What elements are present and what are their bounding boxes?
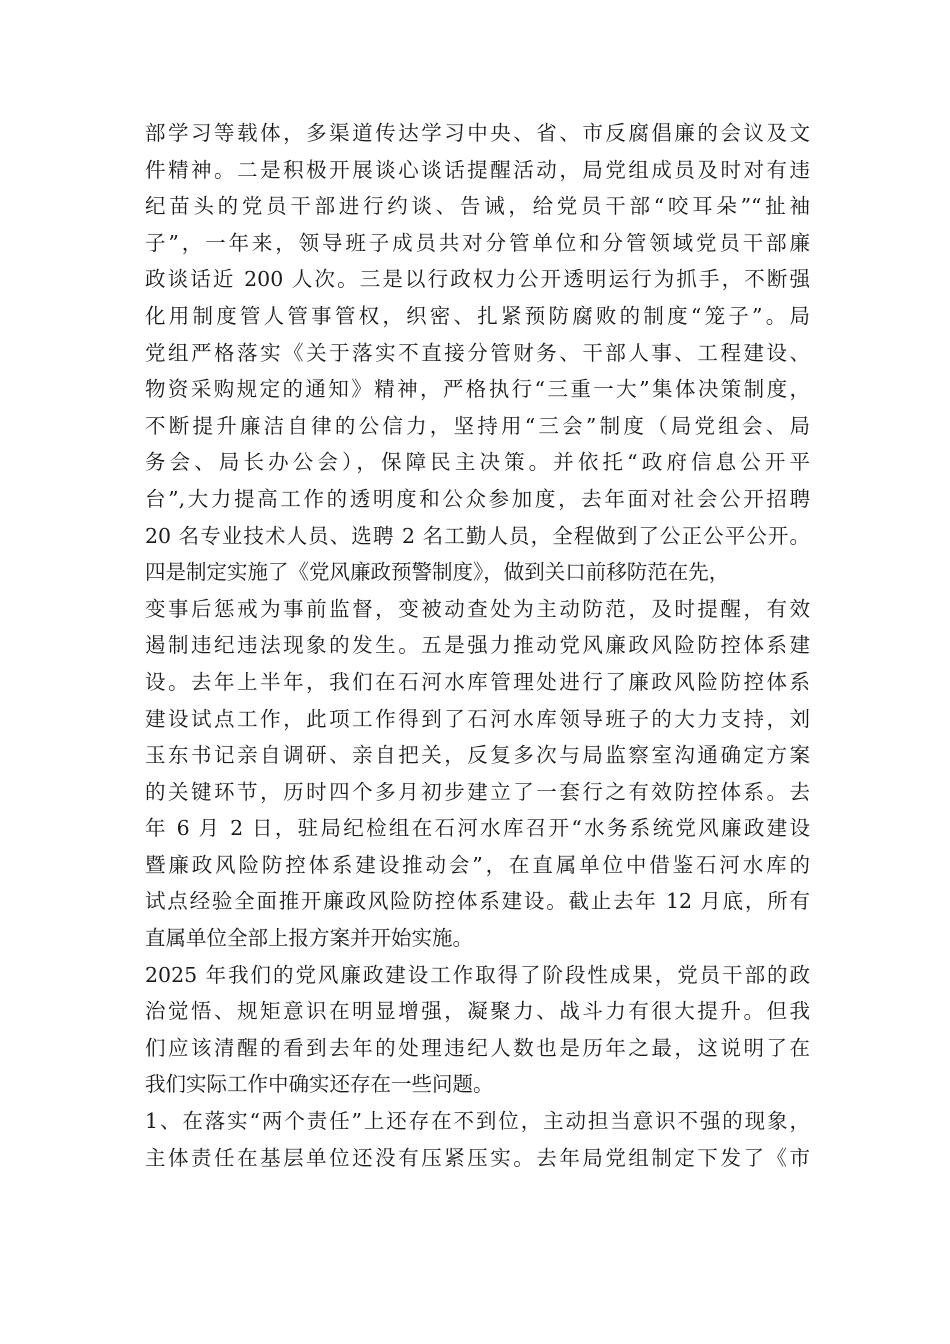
text-line: 治觉悟、规矩意识在明显增强，凝聚力、战斗力有很大提升。但我 bbox=[145, 999, 810, 1024]
text-line: 直属单位全部上报方案并开始实施。 bbox=[145, 926, 473, 951]
text-line: 我们实际工作中确实还存在一些问题。 bbox=[145, 1072, 494, 1097]
text-line: 2025 年我们的党风廉政建设工作取得了阶段性成果，党员干部的政 bbox=[145, 962, 810, 987]
text-line: 物资采购规定的通知》精神，严格执行“三重一大”集体决策制度， bbox=[145, 377, 810, 402]
text-line: 政谈话近 200 人次。三是以行政权力公开透明运行为抓手，不断强 bbox=[145, 267, 810, 292]
text-line: 不断提升廉洁自律的公信力，坚持用“三会”制度（局党组会、局 bbox=[145, 413, 810, 438]
text-line: 部学习等载体，多渠道传达学习中央、省、市反腐倡廉的会议及文 bbox=[145, 121, 810, 145]
text-line: 20 名专业技术人员、选聘 2 名工勤人员，全程做到了公正公平公开。 bbox=[145, 523, 810, 548]
text-line: 变事后惩戒为事前监督，变被动查处为主动防范，及时提醒，有效 bbox=[145, 596, 810, 621]
text-line: 台”,大力提高工作的透明度和公众参加度，去年面对社会公开招聘 bbox=[145, 486, 810, 511]
text-line: 的关键环节，历时四个多月初步建立了一套行之有效防控体系。去 bbox=[145, 779, 810, 804]
text-line: 件精神。二是积极开展谈心谈话提醒活动，局党组成员及时对有违 bbox=[145, 157, 810, 182]
text-line: 玉东书记亲自调研、亲自把关，反复多次与局监察室沟通确定方案 bbox=[145, 743, 810, 768]
body-text bbox=[145, 115, 810, 1176]
text-line: 遏制违纪违法现象的发生。五是强力推动党风廉政风险防控体系建 bbox=[145, 633, 810, 658]
text-line: 设。去年上半年，我们在石河水库管理处进行了廉政风险防控体系 bbox=[145, 669, 810, 694]
text-line: 年 6 月 2 日，驻局纪检组在石河水库召开“水务系统党风廉政建设 bbox=[145, 816, 810, 841]
text-line: 纪苗头的党员干部进行约谈、告诫，给党员干部“咬耳朵”“扯袖 bbox=[145, 194, 810, 219]
text-line: 建设试点工作，此项工作得到了石河水库领导班子的大力支持，刘 bbox=[145, 706, 810, 731]
text-line: 务会、局长办公会），保障民主决策。并依托“政府信息公开平 bbox=[145, 450, 810, 475]
text-line: 化用制度管人管事管权，织密、扎紧预防腐败的制度“笼子”。局 bbox=[145, 303, 810, 328]
text-line: 四是制定实施了《党风廉政预警制度》，做到关口前移防范在先， bbox=[145, 560, 730, 585]
text-line: 试点经验全面推开廉政风险防控体系建设。截止去年 12 月底，所有 bbox=[145, 889, 810, 914]
text-line: 暨廉政风险防控体系建设推动会”，在直属单位中借鉴石河水库的 bbox=[145, 852, 810, 877]
text-line: 们应该清醒的看到去年的处理违纪人数也是历年之最，这说明了在 bbox=[145, 1035, 810, 1060]
text-line: 1、在落实“两个责任”上还存在不到位，主动担当意识不强的现象， bbox=[145, 1109, 810, 1134]
text-line: 子”，一年来，领导班子成员共对分管单位和分管领域党员干部廉 bbox=[145, 230, 810, 255]
text-line: 党组严格落实《关于落实不直接分管财务、干部人事、工程建设、 bbox=[145, 340, 810, 365]
text-line: 主体责任在基层单位还没有压紧压实。去年局党组制定下发了《市 bbox=[145, 1145, 810, 1170]
